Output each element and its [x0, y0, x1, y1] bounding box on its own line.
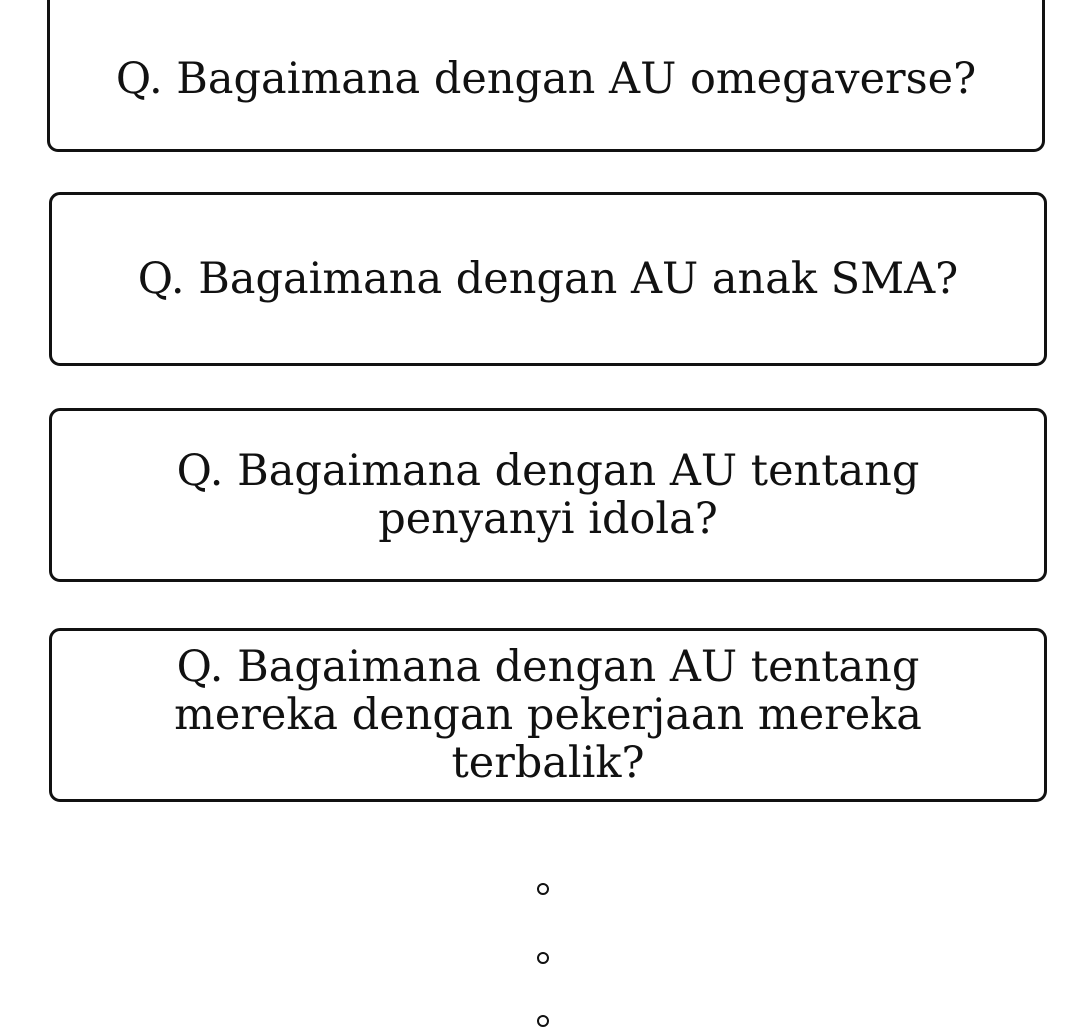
ellipsis-dot-icon — [537, 952, 549, 964]
question-text: Q. Bagaimana dengan AU tentang mereka dengan pekerjaan mereka terbalik? — [174, 642, 922, 788]
question-text: Q. Bagaimana dengan AU tentang penyanyi idola? — [176, 446, 920, 544]
question-box-penyanyi-idola — [49, 408, 1047, 582]
ellipsis-dot-icon — [537, 1015, 549, 1027]
question-text: Q. Bagaimana dengan AU omegaverse? — [115, 54, 977, 104]
question-box-pekerjaan-terbalik — [49, 628, 1047, 802]
question-box-anak-sma — [49, 192, 1047, 366]
question-box-omegaverse — [47, 0, 1045, 152]
question-text: Q. Bagaimana dengan AU anak SMA? — [137, 254, 959, 304]
ellipsis-dot-icon — [537, 883, 549, 895]
